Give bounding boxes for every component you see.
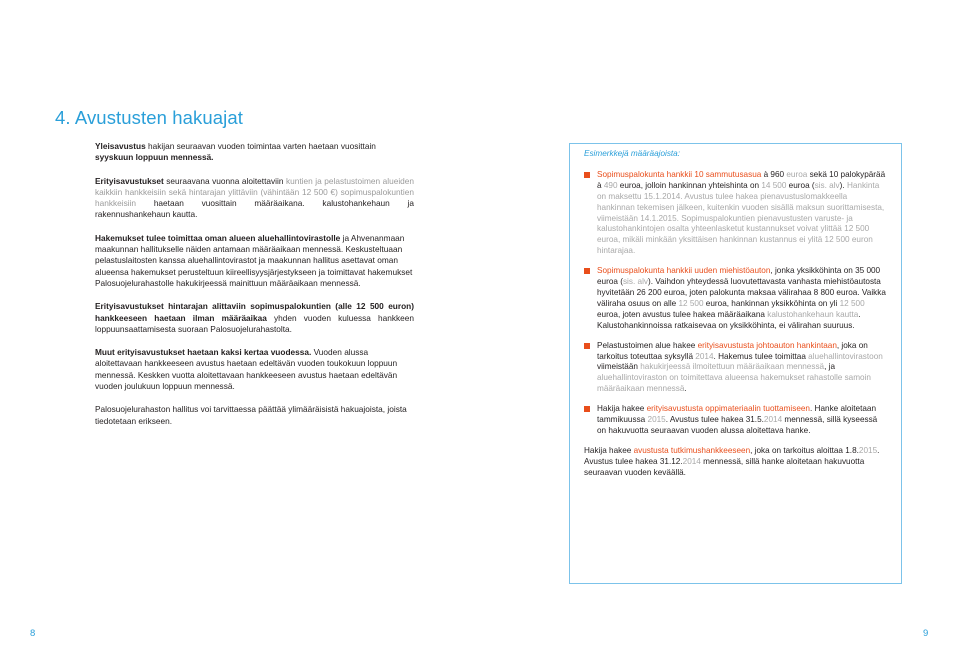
text-run: syyskuun loppuun mennessä. [95,152,214,163]
paragraph-hintarajan-alittaviin [95,301,414,335]
example-item [584,170,887,257]
text-run: 12 500 [839,298,865,308]
text-run: kalustohankehaun kautta [767,309,859,319]
text-run: Pelastustoimen alue hakee [597,340,698,350]
text-run: Hakija hakee [584,445,634,455]
text-run: euroa [786,169,808,179]
text-run: euroa ( [786,180,815,190]
text-run: 2014 [695,351,714,361]
text-run: erityisavustusta johtoauton hankintaan [697,340,837,350]
text-run: aluehallintoviraston on toimitettava alueensa hakemukset rahastolle samoin määräaikaan mennessä [597,373,871,394]
bullet-square-icon [584,343,590,349]
text-run: 12 500 [678,298,704,308]
text-run: Muut erityisavustukset haetaan kaksi kertaa vuodessa. [95,347,312,358]
text-run: erityisavustusta oppimateriaalin tuottamiseen [646,404,810,414]
text-run: . Hanke aloitetaan tammikuussa [597,404,876,425]
example-item [584,404,887,437]
text-run: Erityisavustukset hintarajan alittaviin sopimuspalokuntien (alle 12 500 euron) hankkeeseen haetaan ilman määräaikaa [95,301,414,323]
text-run: euroa, hankinnan yksikköhinta on yli [703,298,840,308]
text-run: mennessä, sillä hanke aloitetaan hakuvuotta seuraavan vuoden keväällä. [584,456,865,477]
text-run: viimeistään [597,362,641,372]
text-run: haetaan vuosittain [136,198,255,209]
paragraph-hakemukset [95,233,414,289]
text-run: . [302,198,305,209]
text-run: Hakemukset tulee toimittaa oman alueen aluehallintovirastolle [95,232,341,243]
text-run: 2015 [647,415,666,425]
text-run: seuraavana vuonna aloitettaviin [163,175,286,186]
page-number-right: 9 [923,628,929,639]
text-run: . Avustus tulee hakea 31.12. [584,445,880,466]
left-column [95,141,414,439]
text-run: kuntien ja pelastustoimen alueiden kaikkiin hankkeisiin sekä hintarajan ylittäviin (vähintään 12 500 €) sopimuspalokuntien hankkeisiin [95,175,414,209]
text-run: . Avustus tulee hakea 31.5. [665,415,764,425]
example-item [584,266,887,331]
text-run: Erityisavustukset [95,175,164,186]
section-heading: 4. Avustusten hakuajat [55,107,244,128]
text-run: , jonka yksikköhinta on 35 000 euroa ( [597,266,881,287]
text-run: euroa, jolloin hankinnan yhteishinta on [617,180,762,190]
text-run: . Kalustohankinnoissa ratkaisevaa on yksikköhinta, ei välirahan suuruus. [597,309,861,330]
paragraph-muut-erityisavustukset [95,347,414,392]
bullet-square-icon [584,172,590,178]
text-run: , joka on tarkoitus toteuttaa syksyllä [597,340,868,361]
text-run: aluehallintovirastoon [808,351,883,361]
text-run: 490 [603,180,618,190]
text-run: hakijan seuraavan vuoden toimintaa varten haetaan vuosittain [145,141,376,151]
text-run: kalustohankehaun ja rakennushankehaun kautta. [95,198,414,220]
paragraph-erityisavustukset [95,176,414,221]
page-number-left: 8 [30,628,36,639]
text-run: à 960 [761,169,787,179]
text-run: Hakija hakee [597,404,647,414]
text-run: ja Ahvenanmaan maakunnan hallitukselle näiden antamaan määräaikaan mennessä. Keskusteltuaan pelastuslaitosten kanssa aluehallintovirastot ja maakunnan hallitus asettavat oman alueensa hakemukset perusteltuun kiireellisyysjärjestykseen ja toimittavat hakemukset Palosuojelurahastolle hakukirjeessä mainittuun määräaikaan mennessä. [95,232,413,288]
text-run: 2015 [858,445,878,455]
text-run: 14 500 [761,180,787,190]
text-run: . Hakemus tulee toimittaa [713,351,809,361]
text-run: ). Vaihdon yhteydessä luovutettavasta vanhasta miehistöautosta hyvitetään 26 200 euroa, joten palokunta maksaa välirahaa 8 800 euroa. Vaikka väliraha osuus on alle [597,277,886,308]
examples-title: Esimerkkejä määräajoista: [584,149,681,158]
example-item [584,341,887,396]
text-run: mennessä, sillä kyseessä on hakuvuotta seuraavan vuoden alussa aloitettava hanke. [597,415,878,435]
text-run: sekä 10 palokypärää à [597,169,886,190]
text-run: 2014 [682,456,701,466]
paragraph-yleisavustus [95,141,414,164]
text-run: avustusta tutkimushankkeeseen [633,445,751,455]
text-run: yhden vuoden kuluessa hankkeen loppuunsaattamisesta suoraan Palosuojelurahastolta. [95,312,414,334]
text-run: Sopimuspalokunta hankkii uuden miehistöauton [597,266,771,276]
text-run: hakukirjeessä ilmoitettuun määräaikaan mennessä [640,362,825,372]
text-run: 2014 [763,415,783,425]
text-run: Yleisavustus [95,141,146,151]
text-run: sis. alv [622,277,648,287]
text-run: ). [839,180,845,190]
text-run: . [684,384,687,394]
bullet-square-icon [584,268,590,274]
text-run: , joka on tarkoitus aloittaa 1.8. [750,445,859,455]
text-run: Sopimuspalokunta hankkii 10 sammutusasua [597,169,762,179]
paragraph-ylimaaraiset-hakuajat: Palosuojelurahaston hallitus voi tarvittaessa päättää ylimääräisistä hakuajoista, joista tiedotetaan erikseen. [95,404,407,426]
bullet-square-icon [584,406,590,412]
text-run: euroa, joten avustus tulee hakea määräaikana [597,309,768,319]
text-run: , ja [824,362,836,372]
example-paragraph [584,446,887,479]
text-run: Vuoden alussa aloitettavaan hankkeeseen avustus haetaan edeltävän vuoden toukokuun loppuun mennessä. Keskken vuotta aloitettavaan hankkeeseen avustus haetaan edeltävän vuoden joulukuun loppuun mennessä. [95,347,398,392]
text-run: sis. alv [814,180,840,190]
examples-box [569,143,902,584]
text-run: määräaikana [254,198,303,209]
text-run: Hankinta on maksettu 15.1.2014. Avustus tulee hakea pienavustuslomakkeella hankinnan tekemisen jälkeen, kuitenkin vuoden sisällä maksun suorittamisesta, viimeistään 14.1.2015. Sopimuspalokuntien pienavustusten varuste- ja kalustohankintojen osalta yhteenlasketut kustannukset voivat ylittää 12 500 euroa, mikäli minkään yksittäisen hankinnan kustannus ei ylitä 12 500 euron hintarajaa. [597,180,885,256]
